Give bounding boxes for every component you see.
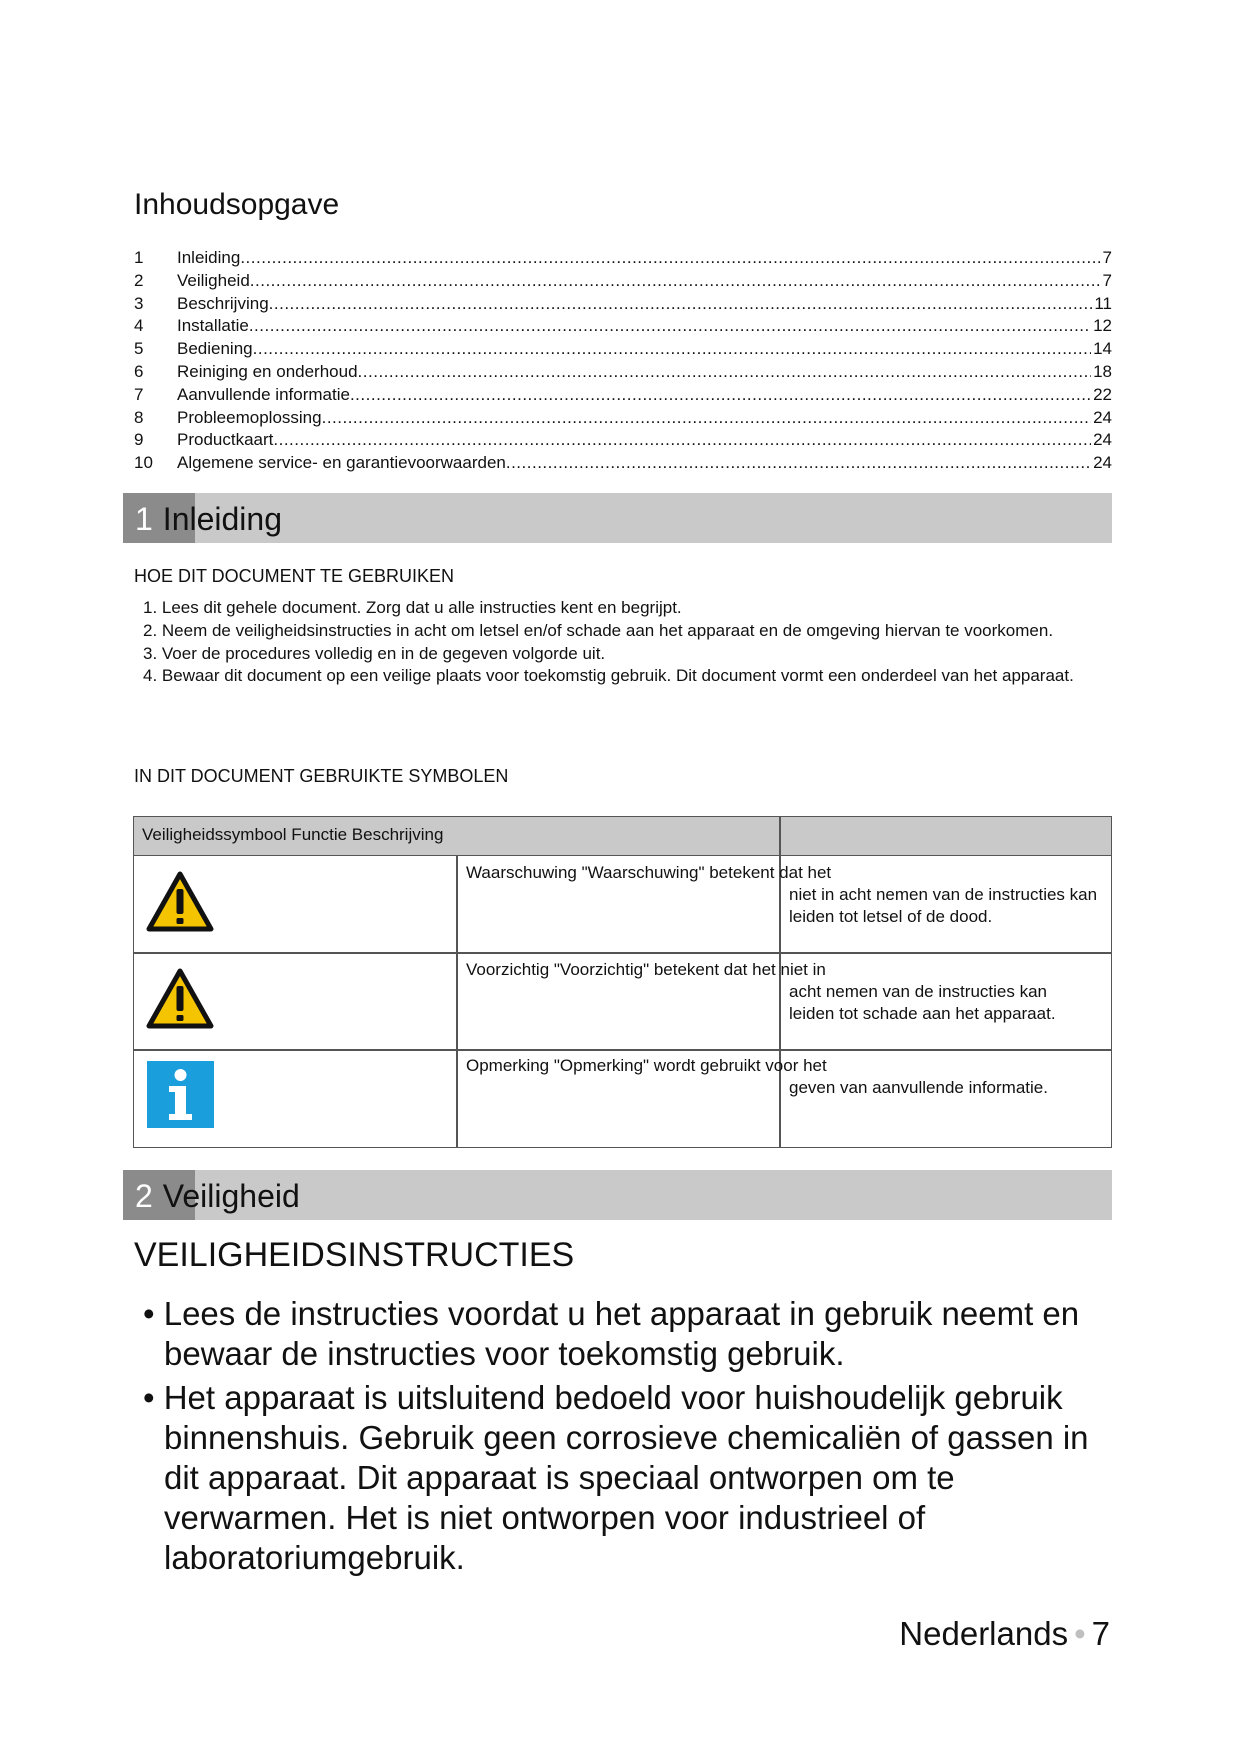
list-item: 4. Bewaar dit document op een veilige plaats voor toekomstig gebruik. Dit document vormt een onderdeel van het apparaat. bbox=[143, 666, 1074, 686]
section-title-text: Veiligheid bbox=[162, 1178, 300, 1214]
table-header-text: Veiligheidssymbool Functie Beschrijving bbox=[142, 825, 444, 844]
toc-row[interactable] bbox=[134, 338, 1112, 361]
toc-label: Probleemoplossing bbox=[177, 407, 322, 427]
toc-row[interactable] bbox=[134, 293, 1112, 316]
toc-number: 7 bbox=[134, 384, 144, 404]
section-number: 2 bbox=[135, 1178, 153, 1214]
footer-separator: • bbox=[1074, 1615, 1086, 1652]
toc-number: 4 bbox=[134, 316, 144, 336]
table-of-contents bbox=[134, 247, 1112, 475]
list-item: • Het apparaat is uitsluitend bedoeld voor huishoudelijk gebruik binnenshuis. Gebruik geen corrosieve chemicaliën of gassen in dit apparaat. Dit apparaat is speciaal ontworpen om te verwarmen. Het is niet ontworpen voor industrieel of laboratoriumgebruik. bbox=[143, 1379, 1089, 1576]
page-footer bbox=[899, 1615, 1110, 1653]
toc-page: 11 bbox=[1094, 293, 1112, 313]
toc-label: Beschrijving bbox=[177, 293, 269, 313]
row-function-text: Voorzichtig "Voorzichtig" betekent dat het niet in bbox=[466, 960, 826, 979]
safety-instructions-heading: VEILIGHEIDSINSTRUCTIES bbox=[134, 1236, 575, 1274]
toc-number: 1 bbox=[134, 248, 144, 267]
toc-label: Algemene service- en garantievoorwaarden bbox=[177, 453, 506, 473]
toc-page: 7 bbox=[1102, 270, 1112, 290]
toc-leader bbox=[273, 429, 1091, 452]
list-item: 1. Lees dit gehele document. Zorg dat u alle instructies kent en begrijpt. bbox=[143, 598, 682, 617]
toc-number: 3 bbox=[134, 293, 144, 313]
toc-row[interactable] bbox=[134, 361, 1112, 384]
footer-language: Nederlands bbox=[899, 1615, 1069, 1652]
usage-heading: HOE DIT DOCUMENT TE GEBRUIKEN bbox=[134, 566, 455, 586]
toc-page: 22 bbox=[1093, 384, 1112, 404]
list-item: 2. Neem de veiligheidsinstructies in acht om letsel en/of schade aan het apparaat en de omgeving hiervan te voorkomen. bbox=[143, 620, 1054, 640]
toc-page: 14 bbox=[1093, 339, 1112, 359]
toc-leader bbox=[322, 407, 1091, 430]
column-divider bbox=[456, 856, 458, 1147]
row-description: geven van aanvullende informatie. bbox=[789, 1078, 1048, 1097]
toc-label: Aanvullende informatie bbox=[177, 384, 350, 404]
list-item: 3. Voer de procedures volledig en in de gegeven volgorde uit. bbox=[143, 643, 606, 663]
toc-label: Productkaart bbox=[177, 430, 274, 450]
info-icon bbox=[147, 1061, 214, 1128]
toc-row[interactable] bbox=[134, 452, 1112, 475]
toc-label: Bediening bbox=[177, 339, 253, 359]
row-divider bbox=[134, 1049, 1111, 1051]
toc-page: 24 bbox=[1093, 407, 1112, 427]
toc-page: 18 bbox=[1093, 361, 1112, 381]
toc-number: 5 bbox=[134, 339, 144, 359]
toc-number: 10 bbox=[134, 453, 153, 473]
usage-steps bbox=[134, 597, 1094, 688]
section-2-header bbox=[123, 1170, 1112, 1220]
table-header bbox=[134, 817, 1111, 856]
row-description: acht nemen van de instructies kan leiden tot schade aan het apparaat. bbox=[789, 982, 1056, 1023]
toc-row[interactable] bbox=[134, 270, 1112, 293]
section-number: 1 bbox=[135, 501, 153, 537]
row-function-text: Opmerking "Opmerking" wordt gebruikt voor het bbox=[466, 1056, 827, 1075]
toc-number: 9 bbox=[134, 430, 144, 450]
toc-page: 24 bbox=[1093, 453, 1112, 473]
toc-page: 12 bbox=[1093, 316, 1112, 336]
symbols-table bbox=[133, 816, 1112, 1148]
toc-leader bbox=[253, 338, 1091, 361]
section-1-title bbox=[135, 501, 282, 538]
toc-number: 2 bbox=[134, 270, 144, 290]
toc-leader bbox=[358, 361, 1092, 384]
toc-number: 6 bbox=[134, 361, 144, 381]
toc-page: 7 bbox=[1102, 248, 1112, 267]
warning-triangle-icon bbox=[146, 871, 214, 933]
row-function-text: Waarschuwing "Waarschuwing" betekent dat het bbox=[466, 863, 832, 882]
toc-row[interactable] bbox=[134, 315, 1112, 338]
section-title-text: Inleiding bbox=[162, 501, 282, 537]
row-divider bbox=[134, 952, 1111, 954]
toc-row[interactable] bbox=[134, 384, 1112, 407]
toc-leader bbox=[249, 315, 1091, 338]
toc-row[interactable] bbox=[134, 407, 1112, 430]
toc-label: Installatie bbox=[177, 316, 249, 336]
toc-leader bbox=[350, 384, 1091, 407]
row-description: niet in acht nemen van de instructies kan leiden tot letsel of de dood. bbox=[789, 885, 1098, 926]
toc-leader bbox=[269, 293, 1093, 316]
caution-triangle-icon bbox=[146, 968, 214, 1030]
toc-leader bbox=[250, 270, 1101, 293]
toc-row[interactable] bbox=[134, 247, 1112, 270]
symbols-heading: IN DIT DOCUMENT GEBRUIKTE SYMBOLEN bbox=[134, 766, 509, 786]
toc-label: Reiniging en onderhoud bbox=[177, 361, 358, 381]
toc-row[interactable] bbox=[134, 429, 1112, 452]
toc-label: Veiligheid bbox=[177, 270, 250, 290]
page-number: 7 bbox=[1091, 1615, 1110, 1652]
toc-leader bbox=[506, 452, 1091, 475]
toc-leader bbox=[240, 247, 1100, 270]
section-1-header bbox=[123, 493, 1112, 543]
toc-number: 8 bbox=[134, 407, 144, 427]
toc-page: 24 bbox=[1093, 430, 1112, 450]
toc-title: Inhoudsopgave bbox=[134, 188, 340, 221]
toc-label: Inleiding bbox=[177, 248, 241, 267]
section-2-title bbox=[135, 1178, 300, 1215]
list-item: • Lees de instructies voordat u het apparaat in gebruik neemt en bewaar de instructies voor toekomstig gebruik. bbox=[143, 1295, 1080, 1372]
safety-bullets bbox=[134, 1294, 1094, 1582]
